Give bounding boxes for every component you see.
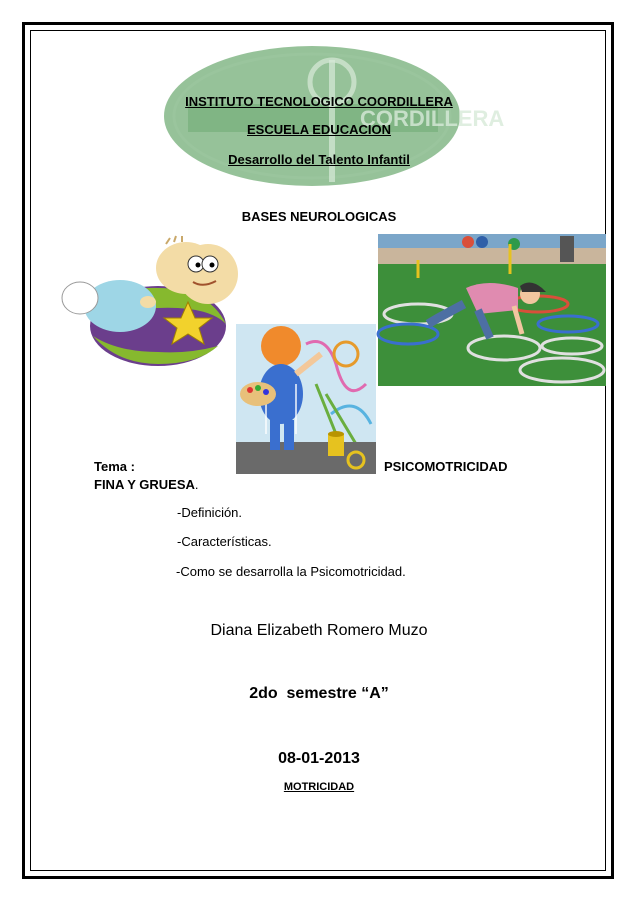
school-name: ESCUELA EDUCACION [247, 122, 391, 137]
logo-text: CORDILLERA [360, 106, 505, 131]
topic-value-part2: FINA Y GRUESA [94, 477, 195, 492]
outline-item-desarrollo: -Como se desarrolla la Psicomotricidad. [176, 564, 406, 579]
subject-title: BASES NEUROLOGICAS [241, 209, 397, 224]
institute-name: INSTITUTO TECNOLOGICO COORDILLERA [185, 94, 453, 109]
semester: 2do semestre “A” [249, 685, 389, 702]
child-hoops-image [378, 234, 606, 386]
author-name: Diana Elizabeth Romero Muzo [210, 622, 428, 639]
cordillera-logo [160, 42, 505, 190]
course-name: MOTRICIDAD [283, 781, 355, 793]
program-name: Desarrollo del Talento Infantil [228, 152, 410, 167]
baby-on-ball-image [58, 236, 230, 366]
topic-value-part1: PSICOMOTRICIDAD [384, 459, 508, 474]
outline-item-definicion: -Definición. [177, 505, 243, 520]
topic-value-end: . [194, 477, 199, 492]
outline-item-caracteristicas: -Características. [177, 534, 272, 549]
date: 08-01-2013 [278, 750, 360, 767]
topic-label: Tema : [94, 459, 135, 474]
child-painting-image [236, 324, 376, 474]
